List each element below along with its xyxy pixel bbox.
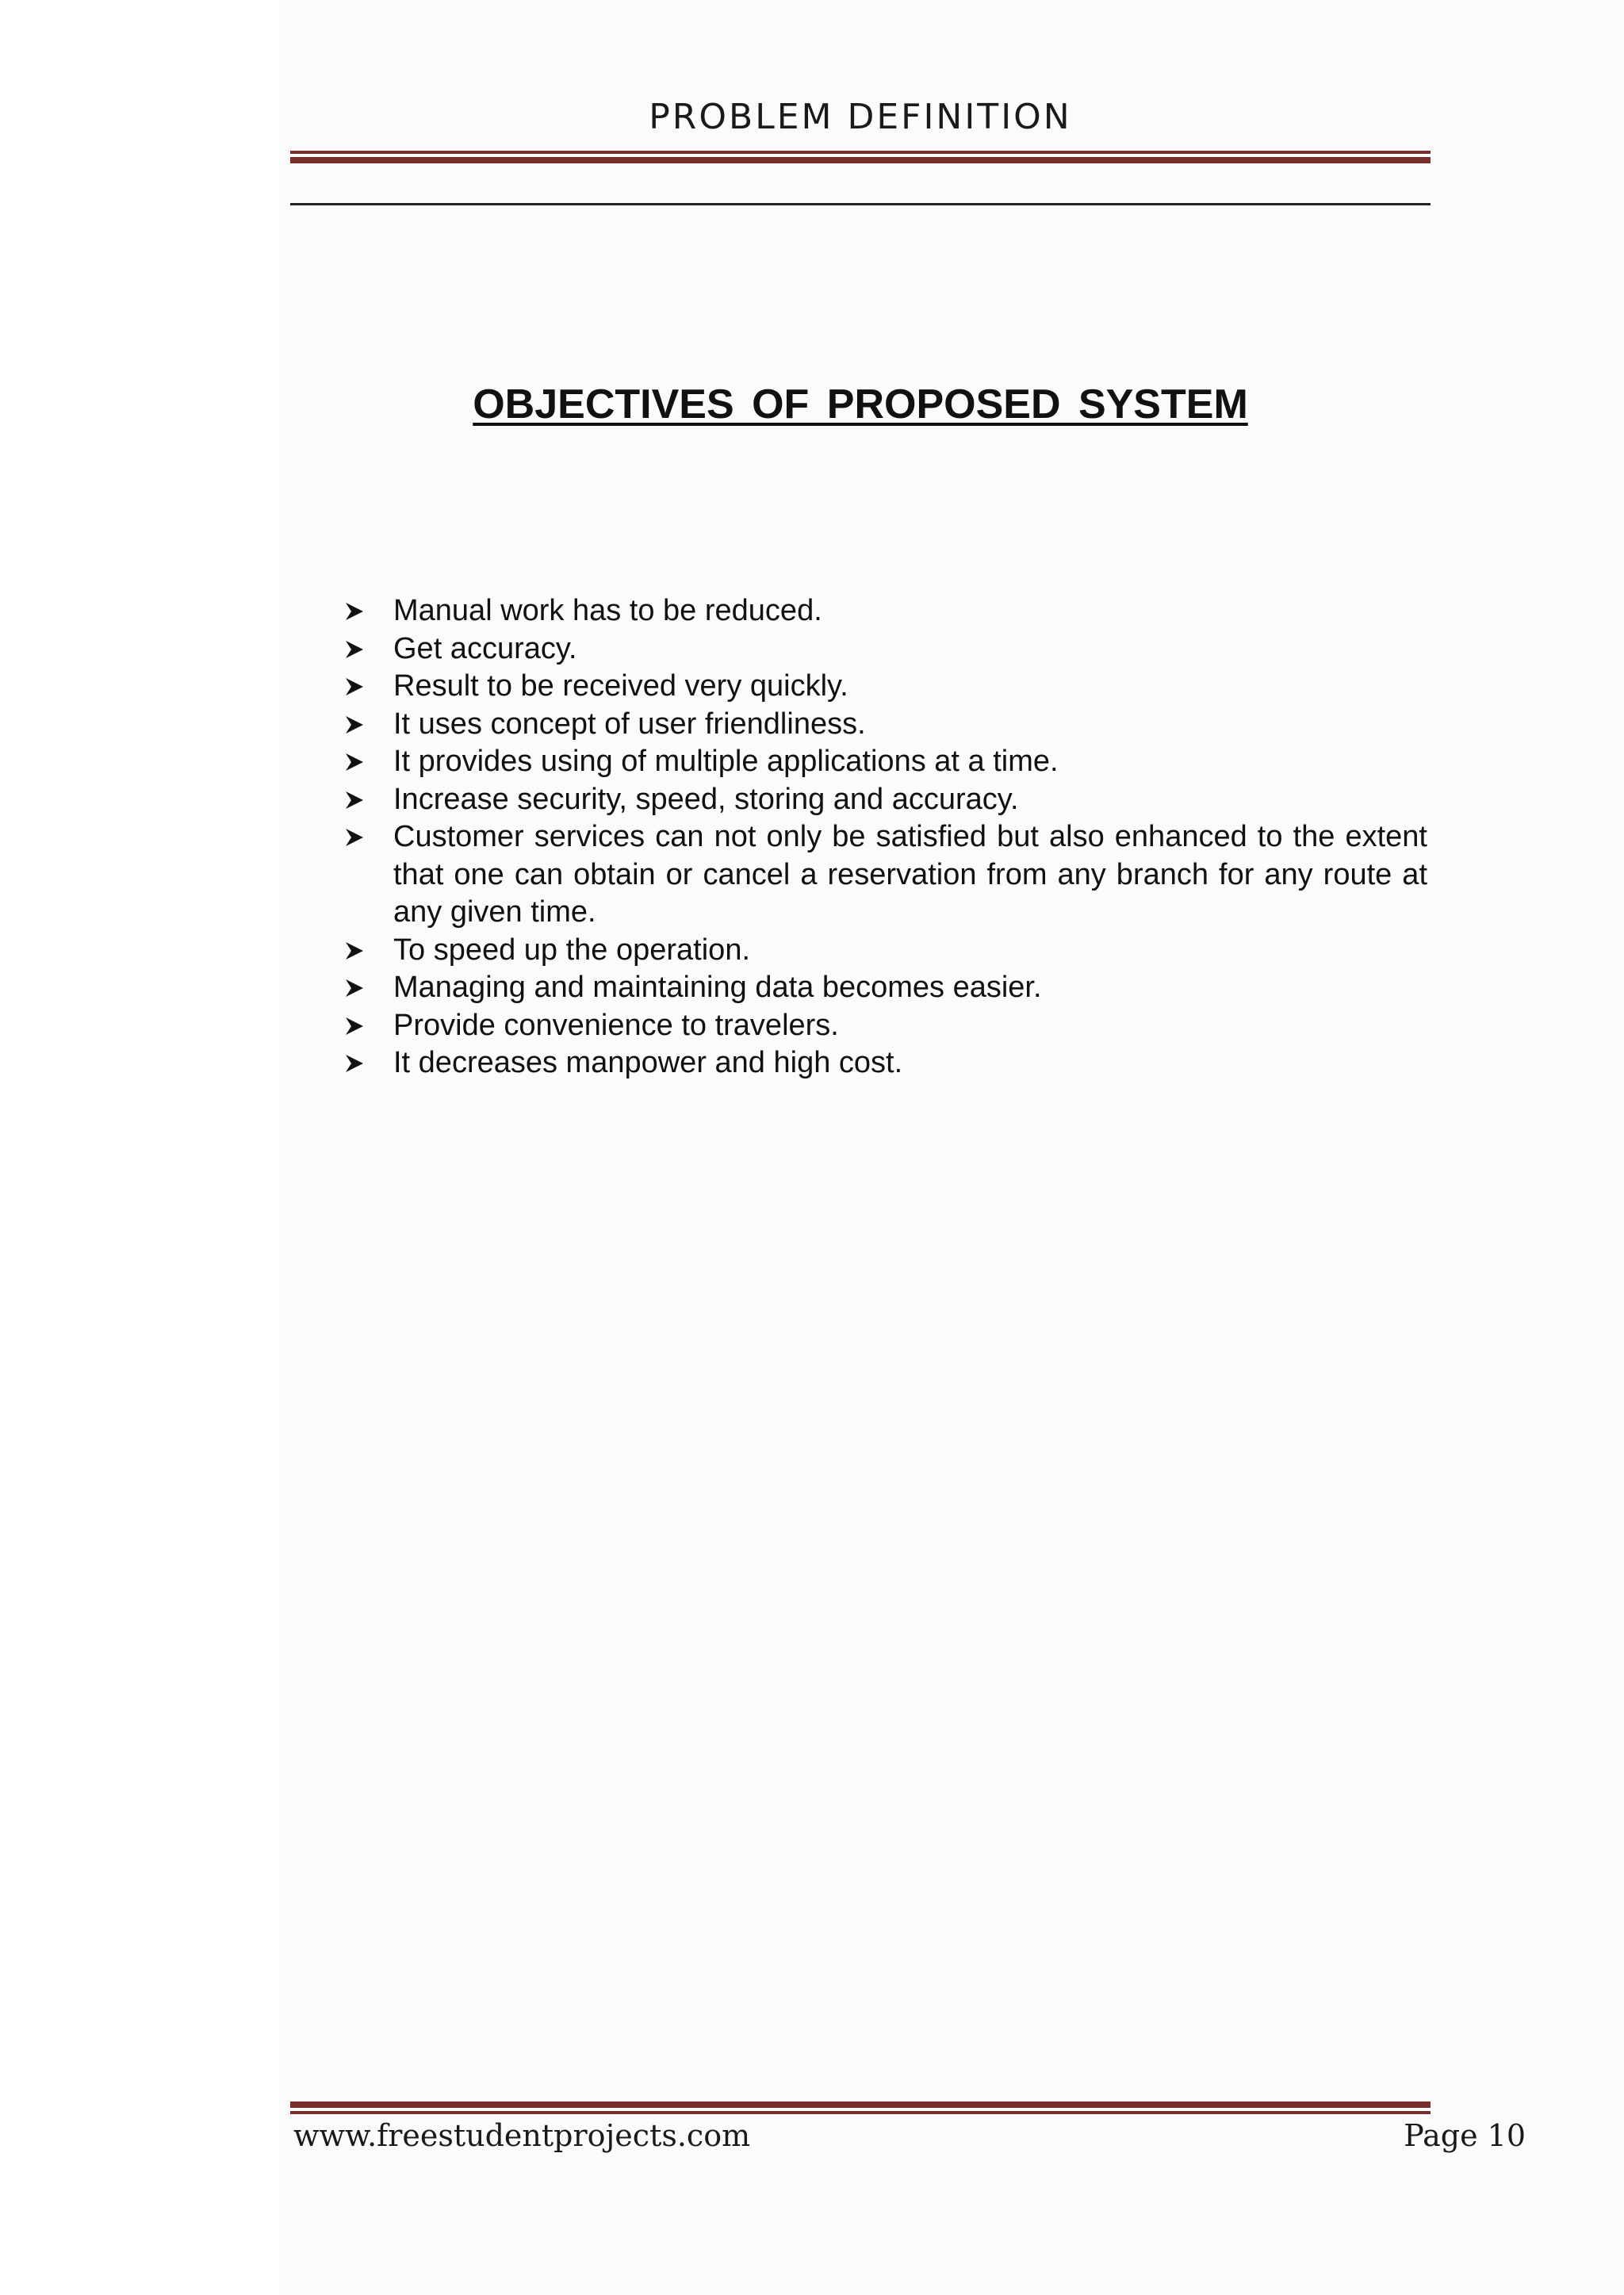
arrowhead-bullet-icon (344, 818, 368, 856)
header-rule-top (290, 151, 1431, 154)
arrowhead-bullet-icon (344, 969, 368, 1007)
arrowhead-bullet-icon (344, 592, 368, 630)
arrowhead-bullet-icon (344, 668, 368, 706)
section-title: OBJECTIVES OF PROPOSED SYSTEM (473, 381, 1248, 427)
list-item-text: It uses concept of user friendliness. (393, 707, 866, 741)
arrowhead-bullet-icon (344, 743, 368, 781)
list-item-text: Managing and maintaining data becomes easier. (393, 971, 1042, 1004)
list-item-text: Increase security, speed, storing and accuracy. (393, 782, 1019, 816)
list-item-text: Result to be received very quickly. (393, 669, 848, 703)
arrowhead-bullet-icon (344, 781, 368, 819)
running-header-title: PROBLEM DEFINITION (649, 97, 1072, 137)
list-item-text: It decreases manpower and high cost. (393, 1046, 903, 1079)
list-item (344, 630, 1427, 669)
footer-rule-bottom (290, 2111, 1431, 2114)
list-item-text: To speed up the operation. (393, 933, 751, 967)
list-item-text: It provides using of multiple applications at a time. (393, 745, 1059, 778)
list-item (344, 818, 1427, 932)
arrowhead-bullet-icon (344, 706, 368, 744)
header-divider-line (290, 203, 1431, 205)
objectives-list (344, 592, 1427, 1082)
list-item (344, 592, 1427, 630)
list-item (344, 969, 1427, 1007)
arrowhead-bullet-icon (344, 1044, 368, 1082)
list-item-text: Manual work has to be reduced. (393, 594, 822, 627)
list-item-text: Provide convenience to travelers. (393, 1008, 839, 1042)
footer-rule-top (290, 2102, 1431, 2108)
list-item (344, 706, 1427, 744)
page-background (279, 0, 1624, 2295)
arrowhead-bullet-icon (344, 630, 368, 669)
list-item-text: Customer services can not only be satisfied but also enhanced to the extent that one can obtain or cancel a reservation from any branch for any route at any given time. (393, 820, 1427, 929)
list-item (344, 1044, 1427, 1082)
list-item (344, 1007, 1427, 1045)
list-item (344, 668, 1427, 706)
list-item (344, 743, 1427, 781)
list-item (344, 781, 1427, 819)
list-item (344, 932, 1427, 970)
list-item-text: Get accuracy. (393, 631, 577, 665)
arrowhead-bullet-icon (344, 932, 368, 970)
footer-website-link[interactable]: www.freestudentprojects.com (293, 2118, 751, 2153)
page-number: Page 10 (1404, 2118, 1526, 2153)
arrowhead-bullet-icon (344, 1007, 368, 1045)
header-rule-bottom (290, 157, 1431, 163)
